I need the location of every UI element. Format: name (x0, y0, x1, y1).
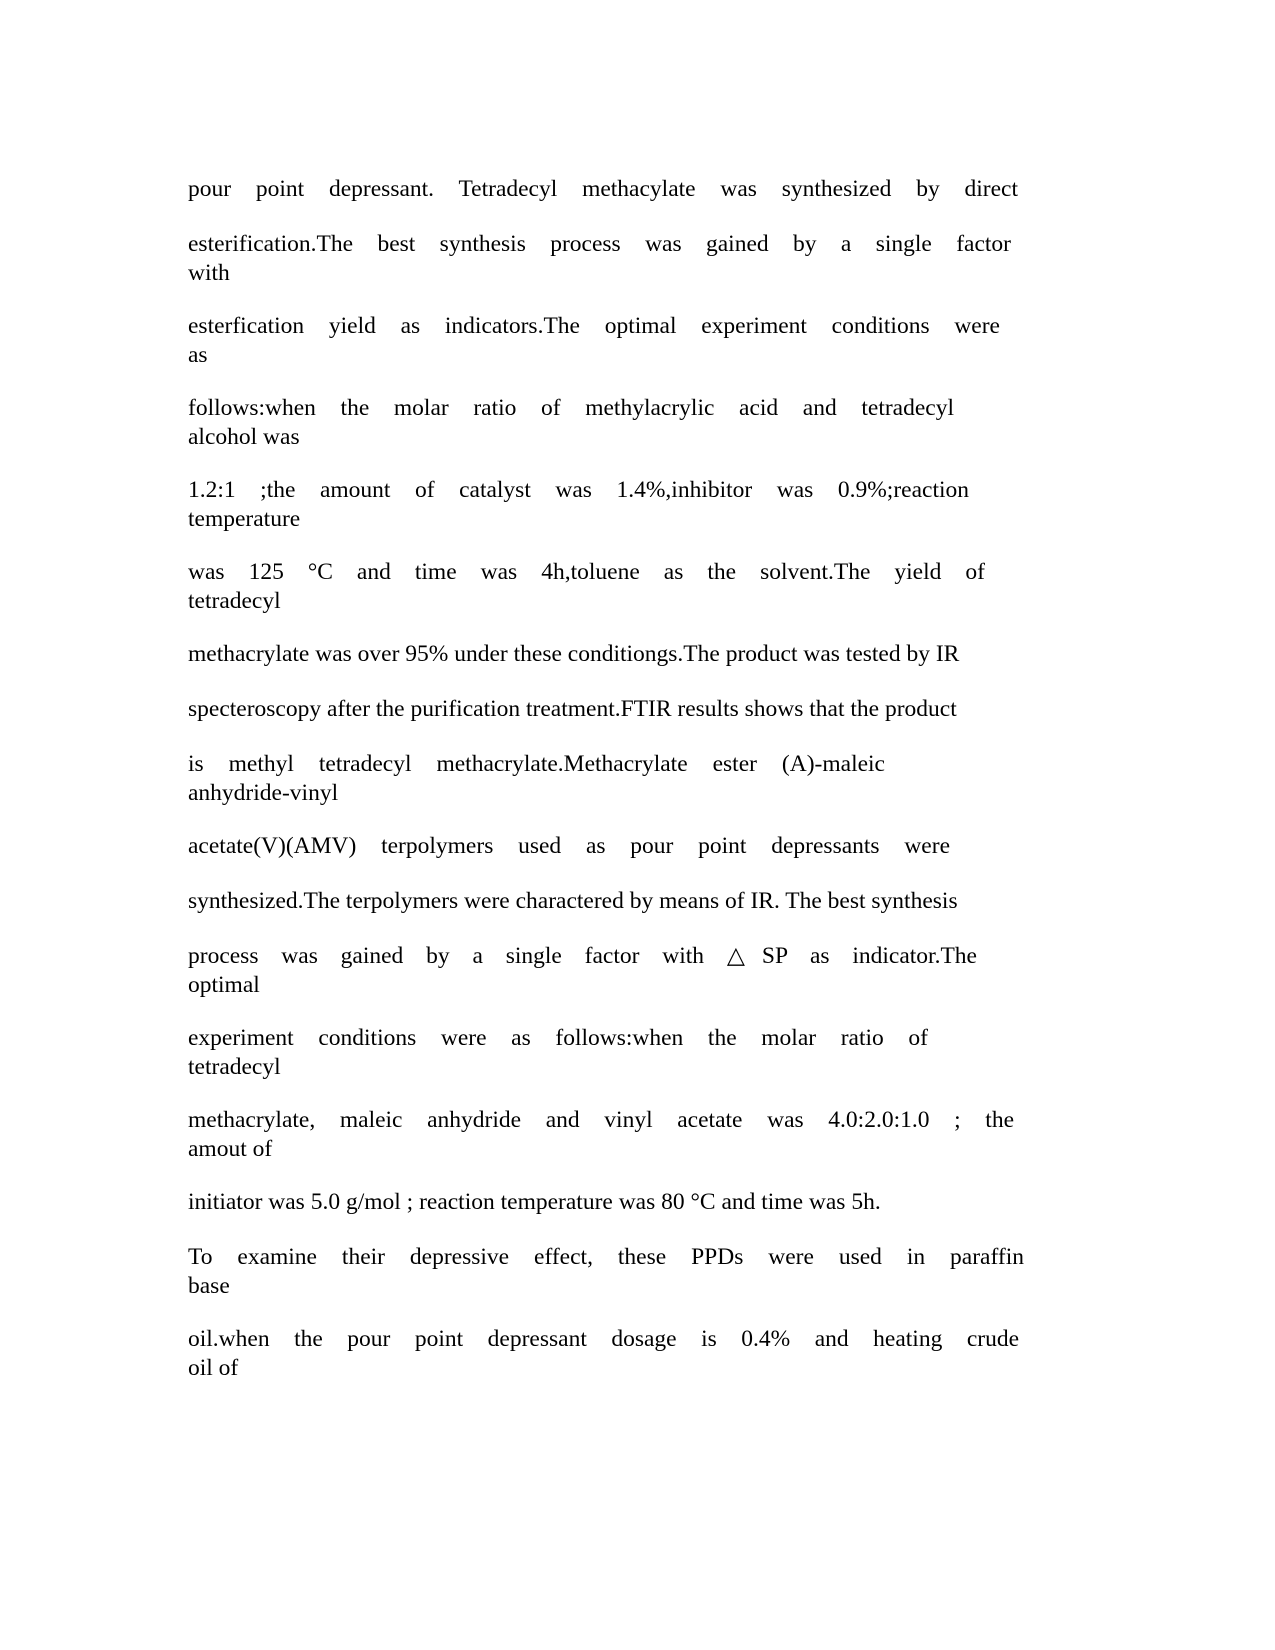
text-line: temperature (188, 506, 301, 532)
text-line: methacrylate was over 95% under these conditiongs.The product was tested by IR (188, 641, 960, 667)
paragraph (188, 695, 957, 724)
text-line: base (188, 1273, 230, 1299)
text-line: follows:when the molar ratio of methylacrylic acid and tetradecyl (188, 395, 954, 421)
paragraph (188, 832, 950, 861)
text-line: is methyl tetradecyl methacrylate.Methacrylate ester (A)-maleic (188, 751, 885, 777)
text-line: with (188, 260, 230, 286)
paragraph (188, 942, 977, 1000)
text-line: amout of (188, 1136, 273, 1162)
paragraph (188, 1106, 1014, 1164)
text-line: optimal (188, 972, 260, 998)
text-line: esterfication yield as indicators.The optimal experiment conditions were (188, 313, 1000, 339)
text-line: synthesized.The terpolymers were charactered by means of IR. The best synthesis (188, 888, 958, 914)
text-line: was 125 °C and time was 4h,toluene as the solvent.The yield of (188, 559, 985, 585)
text-line: methacrylate, maleic anhydride and vinyl acetate was 4.0:2.0:1.0 ; the (188, 1107, 1014, 1133)
paragraph (188, 887, 958, 916)
text-line: anhydride-vinyl (188, 780, 339, 806)
paragraph (188, 175, 1018, 204)
text-line: acetate(V)(AMV) terpolymers used as pour point depressants were (188, 833, 950, 859)
paragraph (188, 312, 1000, 370)
paragraph (188, 1325, 1019, 1383)
text-line: esterification.The best synthesis process was gained by a single factor (188, 231, 1011, 257)
paragraph (188, 1024, 928, 1082)
text-line: 1.2:1 ;the amount of catalyst was 1.4%,inhibitor was 0.9%;reaction (188, 477, 969, 503)
paragraph (188, 230, 1011, 288)
text-line: To examine their depressive effect, these PPDs were used in paraffin (188, 1244, 1024, 1270)
text-line: experiment conditions were as follows:when the molar ratio of (188, 1025, 928, 1051)
paragraph (188, 394, 954, 452)
text-line: pour point depressant. Tetradecyl methacylate was synthesized by direct (188, 176, 1018, 202)
paragraph (188, 1188, 881, 1217)
paragraph (188, 476, 969, 534)
text-line: oil.when the pour point depressant dosage is 0.4% and heating crude (188, 1326, 1019, 1352)
text-line: as (188, 342, 208, 368)
paragraph (188, 750, 885, 808)
text-line: process was gained by a single factor with △SP as indicator.The (188, 943, 977, 969)
paragraph (188, 1243, 1024, 1301)
text-line: initiator was 5.0 g/mol ; reaction temperature was 80 °C and time was 5h. (188, 1189, 881, 1215)
paragraph (188, 558, 985, 616)
text-line: oil of (188, 1355, 239, 1381)
text-line: alcohol was (188, 424, 300, 450)
text-line: specteroscopy after the purification treatment.FTIR results shows that the product (188, 696, 957, 722)
text-line: tetradecyl (188, 588, 281, 614)
paragraph (188, 640, 959, 669)
text-line: tetradecyl (188, 1054, 281, 1080)
